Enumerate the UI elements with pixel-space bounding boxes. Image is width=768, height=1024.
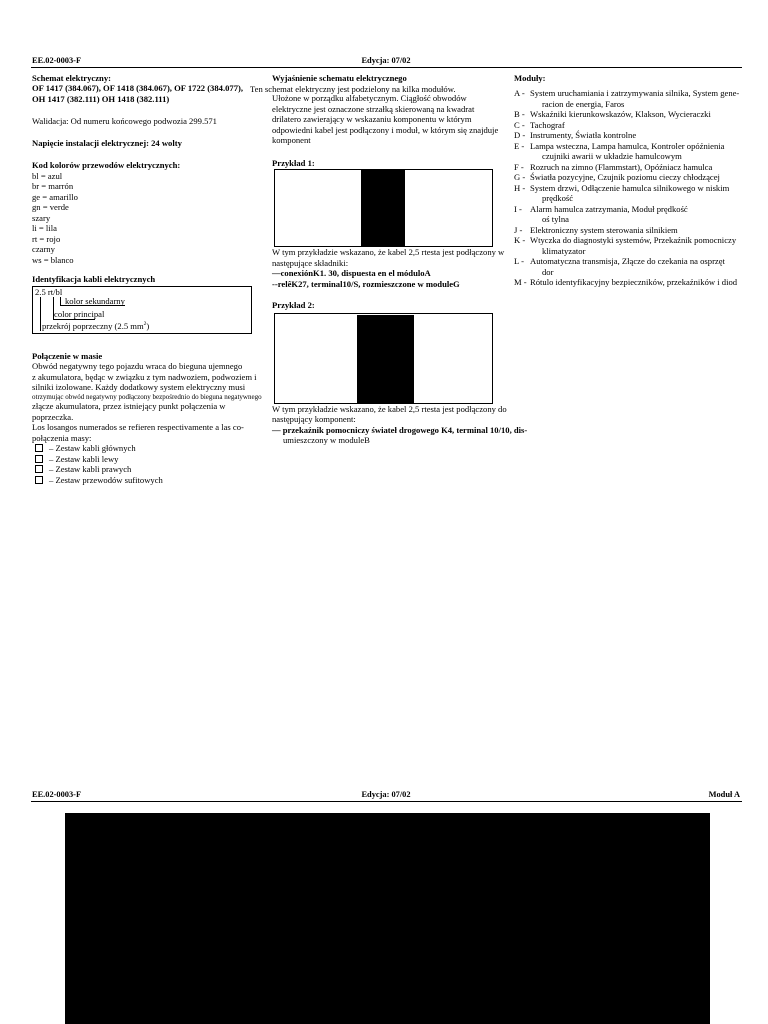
ground-point-icon <box>35 465 43 473</box>
module-item: K - Wtyczka do diagnostyki systemów, Przekaźnik pomocniczy klimatyzator <box>514 235 737 256</box>
schemat-models-1: OF 1417 (384.067), OF 1418 (384.067), OF 1722 (384.077), <box>32 83 243 94</box>
module-a-diagram <box>65 813 710 1024</box>
color-item: li = lila <box>32 223 57 234</box>
ground-item: – Zestaw kabli lewy <box>32 454 276 464</box>
explain-line: elektryczne jest oznaczone strzałką skierowaną na kwadrat <box>272 103 475 114</box>
ground-item: – Zestaw kabli prawych <box>32 464 276 474</box>
principal-color-label: color principal <box>54 308 105 319</box>
color-item: br = marrón <box>32 181 74 192</box>
example2-text: następujący komponent: <box>272 414 356 425</box>
ground-line: złącze akumulatora, przez istniejący punkt połączenia w <box>32 401 226 412</box>
ground-item: – Zestaw kabli głównych <box>32 443 276 453</box>
voltage: Napięcie instalacji elektrycznej: 24 wolty <box>32 137 182 148</box>
ground-tiny-line: otrzymując obwód negatywny podłączony bezpośrednio do bieguna negatywnego <box>32 392 262 401</box>
module-item: F - Rozruch na zimno (Flammstart), Opóźniacz hamulca <box>514 161 713 172</box>
ground-list <box>32 443 276 485</box>
schemat-models-2: OH 1417 (382.111) OH 1418 (382.111) <box>32 93 170 104</box>
cable-id-diagram <box>32 286 252 334</box>
column-right <box>514 73 762 288</box>
example2-image <box>357 315 414 403</box>
module-item: C - Tachograf <box>514 119 565 130</box>
example1-text: następujące składniki: <box>272 257 349 268</box>
example2-figure <box>274 313 493 404</box>
doc-code: EE.02-0003-F <box>32 790 82 799</box>
edition: Edycja: 07/02 <box>361 56 411 65</box>
example1-text: W tym przykładzie wskazano, że kabel 2,5 rtesta jest podłączony w <box>272 247 505 258</box>
module-item: J - Elektroniczny system sterowania silnikiem <box>514 224 678 235</box>
module-label: Moduł A <box>708 790 740 799</box>
ground-point-icon <box>35 444 43 452</box>
module-item: L - Automatyczna transmisja, Złącze do czekania na osprzęt dor <box>514 256 725 277</box>
color-item: szary <box>32 212 51 223</box>
module-item: D - Instrumenty, Światła kontrolne <box>514 130 637 141</box>
column-middle <box>272 73 528 446</box>
example2-text: W tym przykładzie wskazano, że kabel 2,5 rtesta jest podłączony do <box>272 403 507 414</box>
ground-line: Los losangos numerados se refieren respectivamente a las co- <box>32 422 244 433</box>
example1-image <box>361 170 405 246</box>
secondary-color-label: kolor sekundarny <box>65 295 125 306</box>
ground-line: silniki izolowane. Każdy dodatkowy system elektryczny musi <box>32 382 246 393</box>
example1-figure <box>274 169 493 247</box>
edition: Edycja: 07/02 <box>361 790 411 799</box>
color-item: rt = rojo <box>32 233 61 244</box>
color-item: ge = amarillo <box>32 191 78 202</box>
module-item: I - Alarm hamulca zatrzymania, Moduł prędkość oś tylna <box>514 203 688 225</box>
explain-title: Wyjaśnienie schematu elektrycznego <box>272 73 407 83</box>
color-item: czarny <box>32 244 55 255</box>
example2-ref: — przekaźnik pomocniczy świateł drogowego K4, terminal 10/10, dis- <box>272 424 528 435</box>
ground-title: Połączenie w masie <box>32 350 103 361</box>
example2-ref-cont: umieszczony w moduleB <box>283 435 370 446</box>
modules-list <box>514 88 762 287</box>
module-item: B - Wskaźniki kierunkowskazów, Klakson, Wycieraczki <box>514 109 711 120</box>
color-code-list <box>32 171 276 265</box>
explain-line: drilatero zawierający w wskazaniu komponentu w którym <box>272 114 472 125</box>
column-left <box>32 73 276 485</box>
ground-line: z akumulatora, będąc w związku z tym nadwoziem, podwoziem i <box>32 371 257 382</box>
ground-line: Obwód negatywny tego pojazdu wraca do bieguna ujemnego <box>32 361 243 372</box>
module-item: E - Lampa wsteczna, Lampa hamulca, Kontroler opóźnienia czujniki awarii w układzie hamulcowym <box>514 140 725 162</box>
color-item: bl = azul <box>32 170 63 181</box>
header-rule <box>31 801 742 802</box>
cable-code: 2.5 rt/bl <box>35 286 63 297</box>
modules-title: Moduły: <box>514 73 546 83</box>
validation: Walidacja: Od numeru końcowego podwozia 299.571 <box>32 116 217 127</box>
explain-line: Ułożone w porządku alfabetycznym. Ciągłość obwodów <box>272 93 467 104</box>
example2-title: Przykład 2: <box>272 300 315 311</box>
header-rule <box>31 67 742 68</box>
cable-id-title: Identyfikacja kabli elektrycznych <box>32 274 156 285</box>
explain-line: komponent <box>272 135 311 146</box>
module-item: H - System drzwi, Odłączenie hamulca silnikowego w niskim prędkość <box>514 182 730 204</box>
module-item: A - System uruchamiania i zatrzymywania silnika, System gene- racion de energia, Faros <box>514 88 740 109</box>
cross-section-label: przekrój poprzeczny (2.5 $mm^2$) <box>42 320 150 331</box>
example1-ref: --relêK27, terminal10/S, rozmieszczone w moduleG <box>272 278 460 289</box>
example1-title: Przykład 1: <box>272 157 315 168</box>
color-code-title: Kod kolorów przewodów elektrycznych: <box>32 160 181 171</box>
explain-line: odpowiedni kabel jest podłączony i moduł, w którym się znajduje <box>272 124 499 135</box>
overflow-text: Ten schemat elektryczny jest podzielony na kilka modułów. <box>250 84 456 94</box>
doc-code: EE.02-0003-F <box>32 56 82 65</box>
page2-header <box>32 790 740 800</box>
page1-header <box>32 56 740 66</box>
ground-point-icon <box>35 476 43 484</box>
schemat-title: Schemat elektryczny: <box>32 73 111 83</box>
example1-ref: —conexiónK1. 30, dispuesta en el móduloA <box>272 268 431 279</box>
module-item: G - Światła pozycyjne, Czujnik poziomu cieczy chłodzącej <box>514 172 720 183</box>
module-item: M - Rótulo identyfikacyjny bezpieczników, przekaźników i diod <box>514 277 738 288</box>
ground-line: poprzeczka. <box>32 411 74 422</box>
ground-line: połączenia masy: <box>32 432 92 443</box>
ground-point-icon <box>35 455 43 463</box>
color-item: gn = verde <box>32 202 69 213</box>
color-item: ws = blanco <box>32 254 74 265</box>
ground-item: – Zestaw przewodów sufitowych <box>32 475 276 485</box>
